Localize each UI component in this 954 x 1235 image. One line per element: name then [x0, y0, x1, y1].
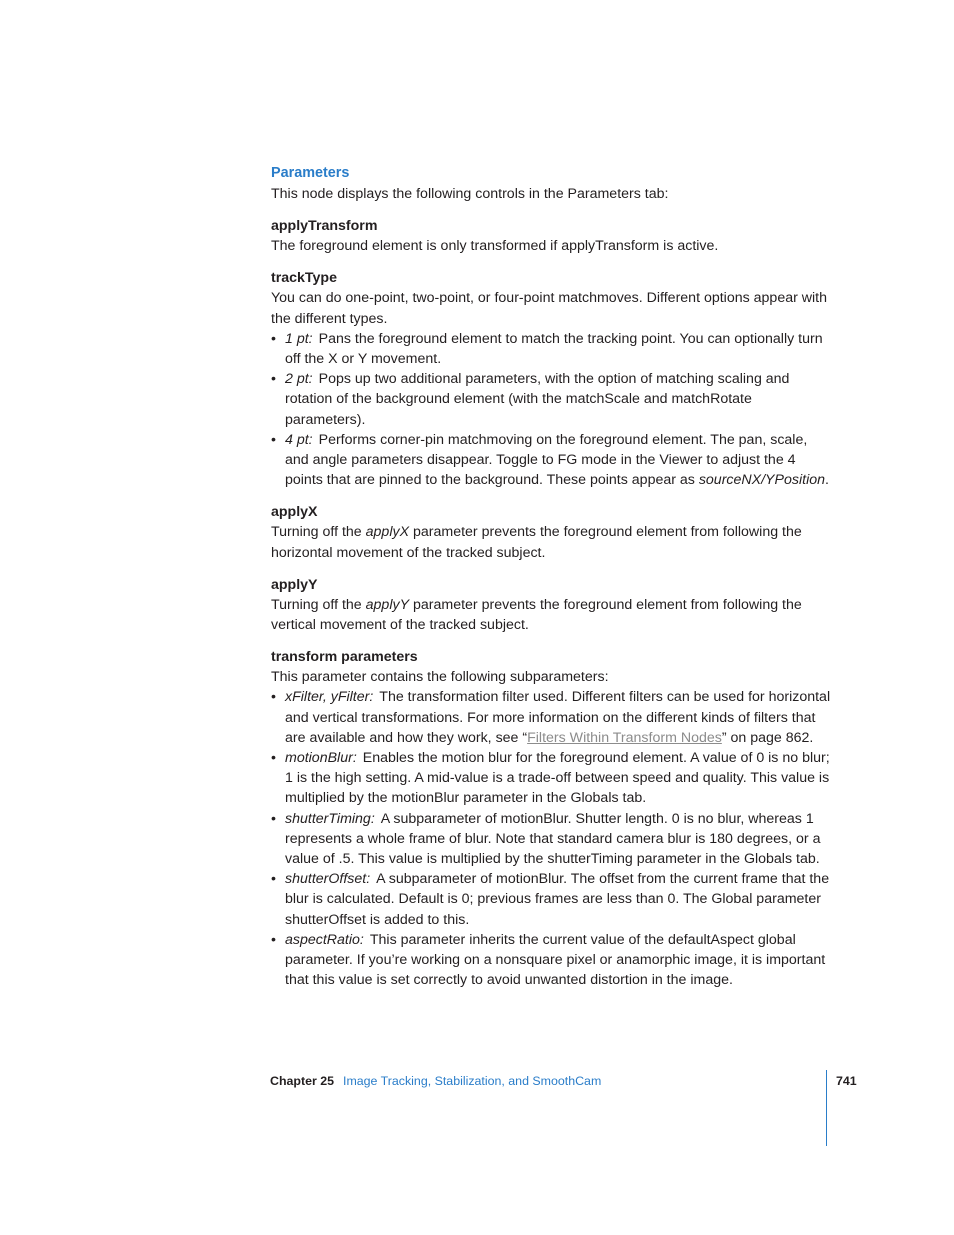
transform-body: This parameter contains the following subparameters:: [271, 669, 609, 686]
apply-y-heading: applyY: [271, 576, 318, 593]
item-term: motionBlur:: [285, 750, 357, 767]
item-term: aspectRatio:: [285, 931, 364, 948]
item-term: shutterOffset:: [285, 871, 371, 888]
bullet: •: [271, 810, 276, 827]
item-end: .: [825, 472, 829, 489]
apply-x-body: [271, 522, 831, 562]
item-term: xFilter, yFilter:: [285, 689, 374, 706]
bullet: •: [271, 431, 276, 448]
item-term: shutterTiming:: [285, 810, 375, 827]
bullet: •: [271, 871, 276, 888]
list-item: [271, 329, 831, 369]
list-item: [271, 809, 831, 870]
bullet: •: [271, 330, 276, 347]
apply-x-heading: applyX: [271, 504, 318, 521]
apply-y-italic: applyY: [365, 596, 410, 613]
apply-y-body: [271, 595, 831, 635]
transform-heading: transform parameters: [271, 649, 418, 666]
list-item: [271, 430, 831, 491]
item-text: Pans the foreground element to match the tracking point. You can optionally turn off the X or Y movement.: [285, 330, 823, 368]
track-type-list: [271, 329, 831, 491]
item-italic-end: sourceNX/YPosition: [698, 472, 825, 489]
item-text: Performs corner-pin matchmoving on the foreground element. The pan, scale, and angle parameters disappear. Toggle to FG mode in the Viewer to adjust the 4 points that are pinned to the background. These points appear as: [285, 431, 808, 489]
apply-x-post: parameter prevents the foreground element from following the horizontal movement of the tracked subject.: [271, 524, 802, 561]
item-text: The transformation filter used. Different filters can be used for horizontal and vertical transformations. For more information on the different kinds of filters that are available and how they work, see “: [285, 689, 831, 746]
list-item: [271, 369, 831, 430]
apply-transform-heading: applyTransform: [271, 218, 378, 235]
item-term: 4 pt:: [285, 431, 313, 448]
list-item: [271, 869, 831, 930]
item-text: A subparameter of motionBlur. The offset from the current frame that the blur is calculated. Default is 0; previous frames are less than 0. The Global parameter shutterOffset is added to this.: [285, 871, 830, 928]
page-number: 741: [836, 1074, 857, 1088]
filters-link[interactable]: Filters Within Transform Nodes: [527, 729, 722, 746]
item-term: 1 pt:: [285, 330, 313, 347]
item-text: This parameter inherits the current value of the defaultAspect global parameter. If you’re working on a nonsquare pixel or anamorphic image, it is important that this value is set correctly to avoid unwanted distortion in the image.: [285, 931, 826, 989]
bullet: •: [271, 371, 276, 388]
apply-x-pre: Turning off the: [271, 524, 366, 541]
track-type-body: You can do one-point, two-point, or four-point matchmoves. Different options appear with the different types.: [271, 290, 827, 327]
item-term: 2 pt:: [285, 371, 313, 388]
item-after: ” on page 862.: [721, 729, 814, 746]
apply-y-post: parameter prevents the foreground element from following the vertical movement of the tracked subject.: [271, 596, 802, 634]
item-text: A subparameter of motionBlur. Shutter length. 0 is no blur, whereas 1 represents a whole frame of blur. Note that standard camera blur is 180 degrees, or a value of .5. This value is multiplied by the shutterTiming parameter in the Globals tab.: [285, 810, 821, 868]
section-intro: This node displays the following controls in the Parameters tab:: [271, 186, 669, 202]
bullet: •: [271, 931, 276, 948]
list-item: [271, 930, 831, 991]
apply-y-pre: Turning off the: [271, 596, 366, 613]
list-item: [271, 748, 831, 809]
chapter-title: Image Tracking, Stabilization, and SmoothCam: [343, 1074, 602, 1088]
chapter-label: Chapter 25: [270, 1074, 335, 1088]
transform-list: [271, 687, 831, 990]
bullet: •: [271, 689, 276, 706]
footer-divider: [826, 1070, 827, 1146]
bullet: •: [271, 750, 276, 767]
section-title: Parameters: [271, 165, 350, 181]
apply-x-italic: applyX: [365, 524, 410, 541]
item-text: Enables the motion blur for the foreground element. A value of 0 is no blur; 1 is the high setting. A mid-value is a trade-off between speed and quality. This value is multiplied by the motionBlur parameter in the Globals tab.: [285, 750, 830, 807]
item-text: Pops up two additional parameters, with the option of matching scaling and rotation of the background element (with the matchScale and matchRotate parameters).: [285, 371, 790, 428]
list-item: [271, 687, 831, 748]
track-type-heading: trackType: [271, 270, 337, 287]
apply-transform-body: The foreground element is only transformed if applyTransform is active.: [271, 238, 719, 255]
page-content: [271, 163, 831, 991]
